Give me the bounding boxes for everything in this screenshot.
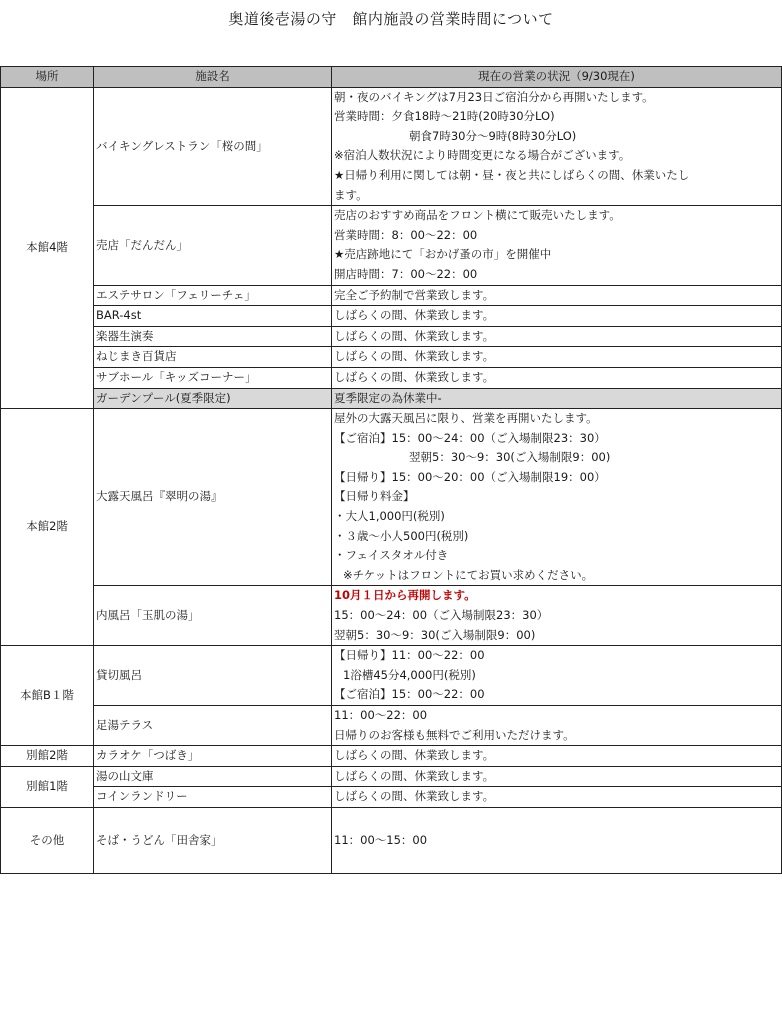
- table-row: [1, 586, 782, 646]
- status-line: 朝・夜のバイキングは7月23日ご宿泊分から再開いたします。: [334, 89, 654, 104]
- facility-cell: ねじまき百貨店: [94, 347, 332, 368]
- status-line: ★売店跡地にて「おかげ蚤の市」を開催中: [334, 247, 552, 262]
- table-row: [1, 766, 782, 787]
- status-cell: [332, 206, 782, 285]
- status-line: 開店時間：7：00～22：00: [334, 266, 478, 281]
- status-cell: [332, 87, 782, 206]
- header-row: [1, 67, 782, 88]
- status-cell: [332, 746, 782, 767]
- header-status: 現在の営業の状況（9/30現在): [332, 67, 782, 88]
- status-line: 【日帰り】11：00～22：00: [334, 648, 485, 663]
- status-line: 【日帰り料金】: [334, 489, 415, 504]
- status-cell: [332, 367, 782, 388]
- location-cell: 本館2階: [1, 409, 94, 646]
- status-line: 翌朝5：30～9：30(ご入場制限9：00): [334, 627, 536, 642]
- facility-cell: 大露天風呂『翠明の湯』: [94, 409, 332, 586]
- location-cell: 別館2階: [1, 746, 94, 767]
- facility-cell: 売店「だんだん」: [94, 206, 332, 285]
- status-line: ・大人1,000円(税別): [334, 509, 445, 524]
- table-body: [1, 87, 782, 873]
- location-cell: 本館B１階: [1, 646, 94, 746]
- status-cell: [332, 766, 782, 787]
- location-cell: 本館4階: [1, 87, 94, 409]
- status-line: 10月１日から再開します。: [334, 588, 476, 603]
- facility-cell: カラオケ「つばき」: [94, 746, 332, 767]
- location-cell: 別館1階: [1, 766, 94, 807]
- facility-cell: コインランドリー: [94, 787, 332, 808]
- table-row: [1, 347, 782, 368]
- table-row: [1, 206, 782, 285]
- table-row: [1, 746, 782, 767]
- table-row: [1, 409, 782, 586]
- status-cell: [332, 787, 782, 808]
- status-line: ★日帰り利用に関しては朝・昼・夜と共にしばらくの間、休業いたし: [334, 167, 690, 182]
- status-cell: [332, 586, 782, 646]
- table-row: [1, 285, 782, 306]
- page-title: 奥道後壱湯の守 館内施設の営業時間について: [228, 10, 554, 28]
- header-location: 場所: [1, 67, 94, 88]
- status-line: 11：00～22：00: [334, 708, 428, 722]
- facility-cell: 湯の山文庫: [94, 766, 332, 787]
- status-line: しばらくの間、休業致します。: [334, 308, 495, 323]
- status-cell: [332, 326, 782, 347]
- table-row: [1, 388, 782, 409]
- table-row: [1, 706, 782, 746]
- facility-cell: ガーデンプール(夏季限定): [94, 388, 332, 409]
- table-row: [1, 807, 782, 873]
- status-line: しばらくの間、休業致します。: [334, 369, 495, 384]
- facility-cell: エステサロン「フェリーチェ」: [94, 285, 332, 306]
- table-row: [1, 306, 782, 327]
- facility-cell: 楽器生演奏: [94, 326, 332, 347]
- location-cell: その他: [1, 807, 94, 873]
- status-line: 翌朝5：30～9：30(ご入場制限9：00): [409, 450, 611, 465]
- status-line: しばらくの間、休業致します。: [334, 768, 495, 783]
- status-line: 15：00～24：00（ご入場制限23：30）: [334, 608, 549, 623]
- table-row: [1, 87, 782, 206]
- status-line: ※チケットはフロントにてお買い求めください。: [343, 567, 594, 582]
- status-line: 夏季限定の為休業中-: [334, 390, 442, 405]
- facility-cell: 内風呂「玉肌の湯」: [94, 586, 332, 646]
- status-cell: [332, 646, 782, 706]
- status-cell: [332, 706, 782, 746]
- status-line: しばらくの間、休業致します。: [334, 349, 495, 364]
- status-line: 11：00～15：00: [334, 832, 428, 847]
- status-line: 【ご宿泊】15：00～22：00: [334, 687, 485, 702]
- status-line: 営業時間：夕食18時～21時(20時30分LO): [334, 109, 555, 124]
- facility-cell: 足湯テラス: [94, 706, 332, 746]
- facility-cell: BAR-4st: [94, 306, 332, 327]
- status-cell: [332, 409, 782, 586]
- status-line: ・３歳～小人500円(税別): [334, 528, 469, 543]
- facility-cell: そば・うどん「田舎家」: [94, 807, 332, 873]
- status-cell: [332, 285, 782, 306]
- table-row: [1, 367, 782, 388]
- status-line: 売店のおすすめ商品をフロント横にて販売いたします。: [334, 208, 621, 223]
- facility-cell: バイキングレストラン「桜の間」: [94, 87, 332, 206]
- status-line: ※宿泊人数状況により時間変更になる場合がございます。: [334, 148, 631, 163]
- table-row: [1, 787, 782, 808]
- status-line: 【ご宿泊】15：00～24：00（ご入場制限23：30）: [334, 430, 606, 445]
- table-row: [1, 646, 782, 706]
- header-facility: 施設名: [94, 67, 332, 88]
- status-line: 屋外の大露天風呂に限り、営業を再開いたします。: [334, 411, 598, 426]
- status-line: 完全ご予約制で営業致します。: [334, 287, 495, 302]
- status-line: 【日帰り】15：00～20：00（ご入場制限19：00）: [334, 469, 606, 484]
- status-line: 朝食7時30分～9時(8時30分LO): [409, 128, 577, 143]
- status-line: しばらくの間、休業致します。: [334, 789, 495, 804]
- status-line: 営業時間：8：00～22：00: [334, 227, 478, 242]
- status-line: 日帰りのお客様も無料でご利用いただけます。: [334, 727, 575, 742]
- status-line: しばらくの間、休業致します。: [334, 748, 495, 763]
- status-cell: [332, 388, 782, 409]
- status-cell: [332, 347, 782, 368]
- status-line: しばらくの間、休業致します。: [334, 328, 495, 343]
- table-row: [1, 326, 782, 347]
- hours-table: [0, 66, 782, 874]
- status-line: 1浴槽45分4,000円(税別): [343, 667, 476, 682]
- status-cell: [332, 306, 782, 327]
- facility-cell: 貸切風呂: [94, 646, 332, 706]
- facility-cell: サブホール「キッズコーナー」: [94, 367, 332, 388]
- status-line: ・フェイスタオル付き: [334, 548, 449, 563]
- status-line: ます。: [334, 187, 368, 202]
- status-cell: [332, 807, 782, 873]
